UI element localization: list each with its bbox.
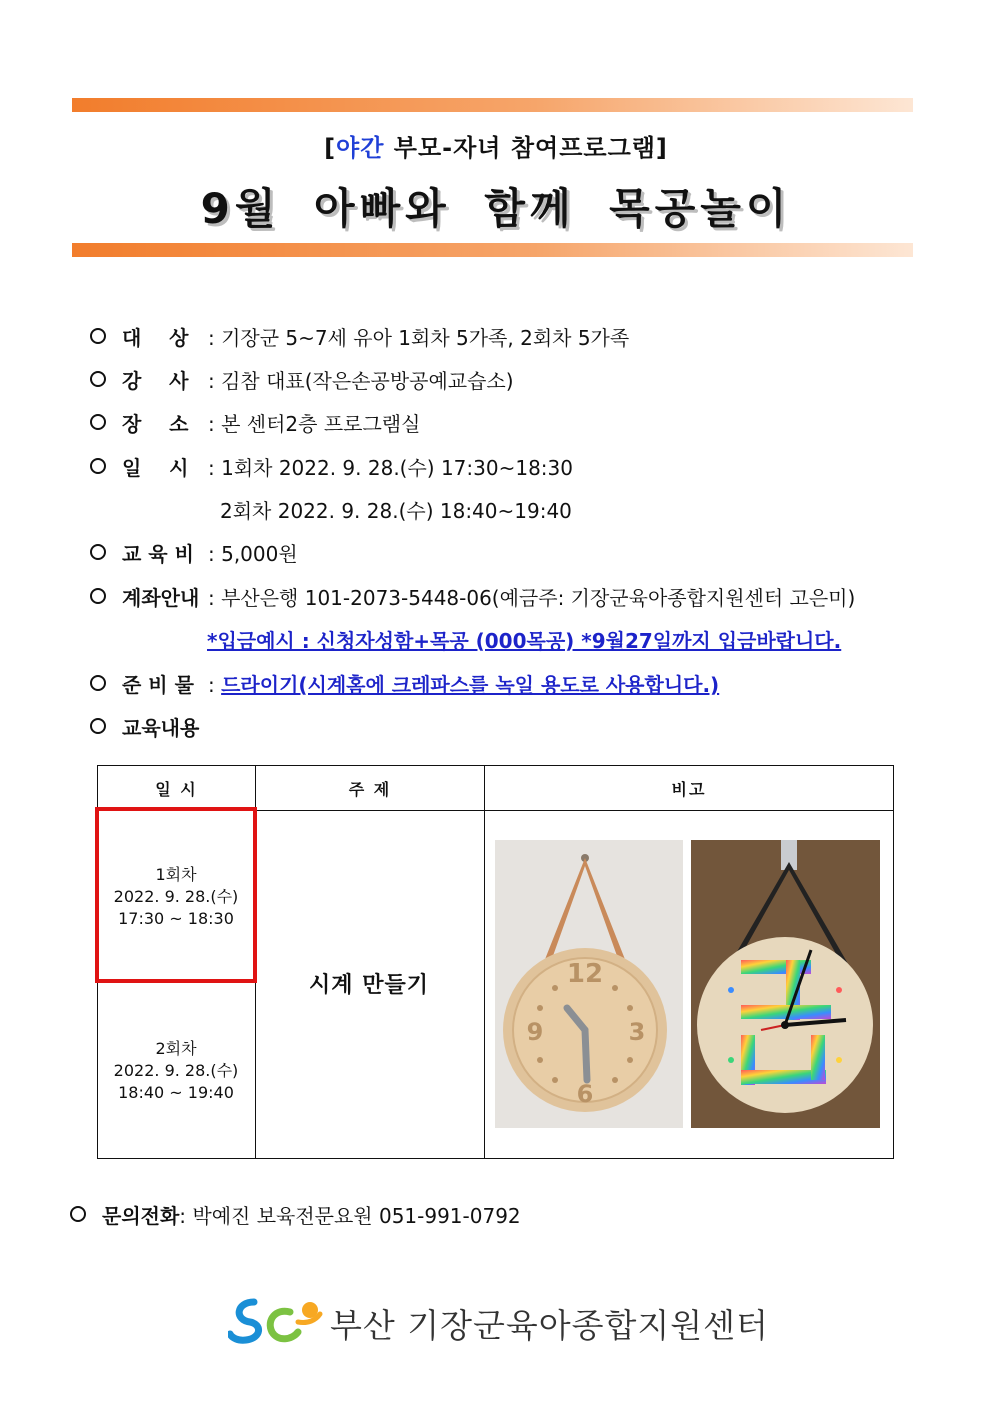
wooden-clock-photo bbox=[495, 840, 683, 1128]
info-row-instructor bbox=[90, 368, 514, 394]
svg-text:3: 3 bbox=[628, 1018, 646, 1046]
contact-value: : 박예진 보육전문요원 051-991-0792 bbox=[179, 1204, 521, 1228]
info-row-account bbox=[90, 585, 855, 611]
org-name: 부산 기장군육아종합지원센터 bbox=[330, 1306, 769, 1345]
circle-bullet-icon bbox=[90, 718, 106, 734]
place-label: 장 소 bbox=[122, 412, 189, 436]
fee-label: 교 육 비 bbox=[122, 542, 194, 566]
info-row-target bbox=[90, 325, 629, 351]
circle-bullet-icon bbox=[90, 414, 106, 430]
account-note: *입금예시 : 신청자성함+목공 (000목공) *9월27일까지 입금바랍니다. bbox=[207, 629, 842, 653]
header-topic: 주 제 bbox=[256, 766, 485, 811]
circle-bullet-icon bbox=[90, 458, 106, 474]
info-row-prep: 준 비 물 : 드라이기(시계홈에 크레파스를 녹일 용도로 사용합니다.) bbox=[90, 672, 719, 698]
program-title: 9월 아빠와 함께 목공놀이 bbox=[200, 184, 792, 233]
place-value: : 본 센터2층 프로그램실 bbox=[208, 412, 421, 436]
content-label: 교육내용 bbox=[122, 716, 200, 740]
instructor-label: 강 사 bbox=[122, 369, 189, 393]
program-subtitle: [야간 부모-자녀 참여프로그램] bbox=[324, 134, 668, 162]
circle-bullet-icon bbox=[90, 328, 106, 344]
top-orange-bar bbox=[72, 98, 913, 112]
bottom-orange-bar bbox=[72, 243, 913, 257]
circle-bullet-icon bbox=[90, 588, 106, 604]
account-value: : 부산은행 101-2073-5448-06(예금주: 기장군육아종합지원센터 고은미) bbox=[208, 586, 856, 610]
crayon-clock-photo bbox=[691, 840, 880, 1128]
highlight-box bbox=[95, 807, 257, 983]
session-2-text: 2회차 2022. 9. 28.(수) 18:40 ~ 19:40 bbox=[113, 1039, 239, 1102]
prep-value: 드라이기(시계홈에 크레파스를 녹일 용도로 사용합니다.) bbox=[221, 673, 720, 697]
center-logo-icon bbox=[228, 1294, 324, 1350]
date-label: 일 시 bbox=[122, 456, 189, 480]
svg-text:12: 12 bbox=[566, 959, 604, 989]
prep-label: 준 비 물 bbox=[122, 673, 194, 697]
date-value-2: 2회차 2022. 9. 28.(수) 18:40~19:40 bbox=[220, 499, 572, 523]
svg-text:6: 6 bbox=[576, 1080, 594, 1108]
info-row-contact bbox=[70, 1203, 521, 1229]
date-value-1: : 1회차 2022. 9. 28.(수) 17:30~18:30 bbox=[208, 456, 573, 480]
circle-bullet-icon bbox=[90, 544, 106, 560]
contact-label: 문의전화 bbox=[102, 1204, 180, 1228]
circle-bullet-icon bbox=[70, 1206, 86, 1222]
topic-text: 시계 만들기 bbox=[309, 973, 429, 998]
table-header-row bbox=[98, 766, 894, 811]
target-value: : 기장군 5~7세 유아 1회차 5가족, 2회차 5가족 bbox=[208, 326, 630, 350]
session-1-text: 1회차 2022. 9. 28.(수) 17:30 ~ 18:30 bbox=[113, 865, 239, 928]
header-date: 일 시 bbox=[98, 766, 256, 811]
svg-text:9: 9 bbox=[526, 1018, 544, 1046]
circle-bullet-icon bbox=[90, 675, 106, 691]
instructor-value: : 김참 대표(작은손공방공예교습소) bbox=[208, 369, 514, 393]
info-row-fee bbox=[90, 541, 298, 567]
info-row-content bbox=[90, 715, 199, 741]
target-label: 대 상 bbox=[122, 326, 189, 350]
info-row-date bbox=[90, 455, 573, 481]
account-label: 계좌안내 bbox=[122, 586, 200, 610]
fee-value: : 5,000원 bbox=[208, 542, 298, 566]
circle-bullet-icon bbox=[90, 371, 106, 387]
info-row-place bbox=[90, 411, 420, 437]
header-note: 비고 bbox=[485, 766, 894, 811]
